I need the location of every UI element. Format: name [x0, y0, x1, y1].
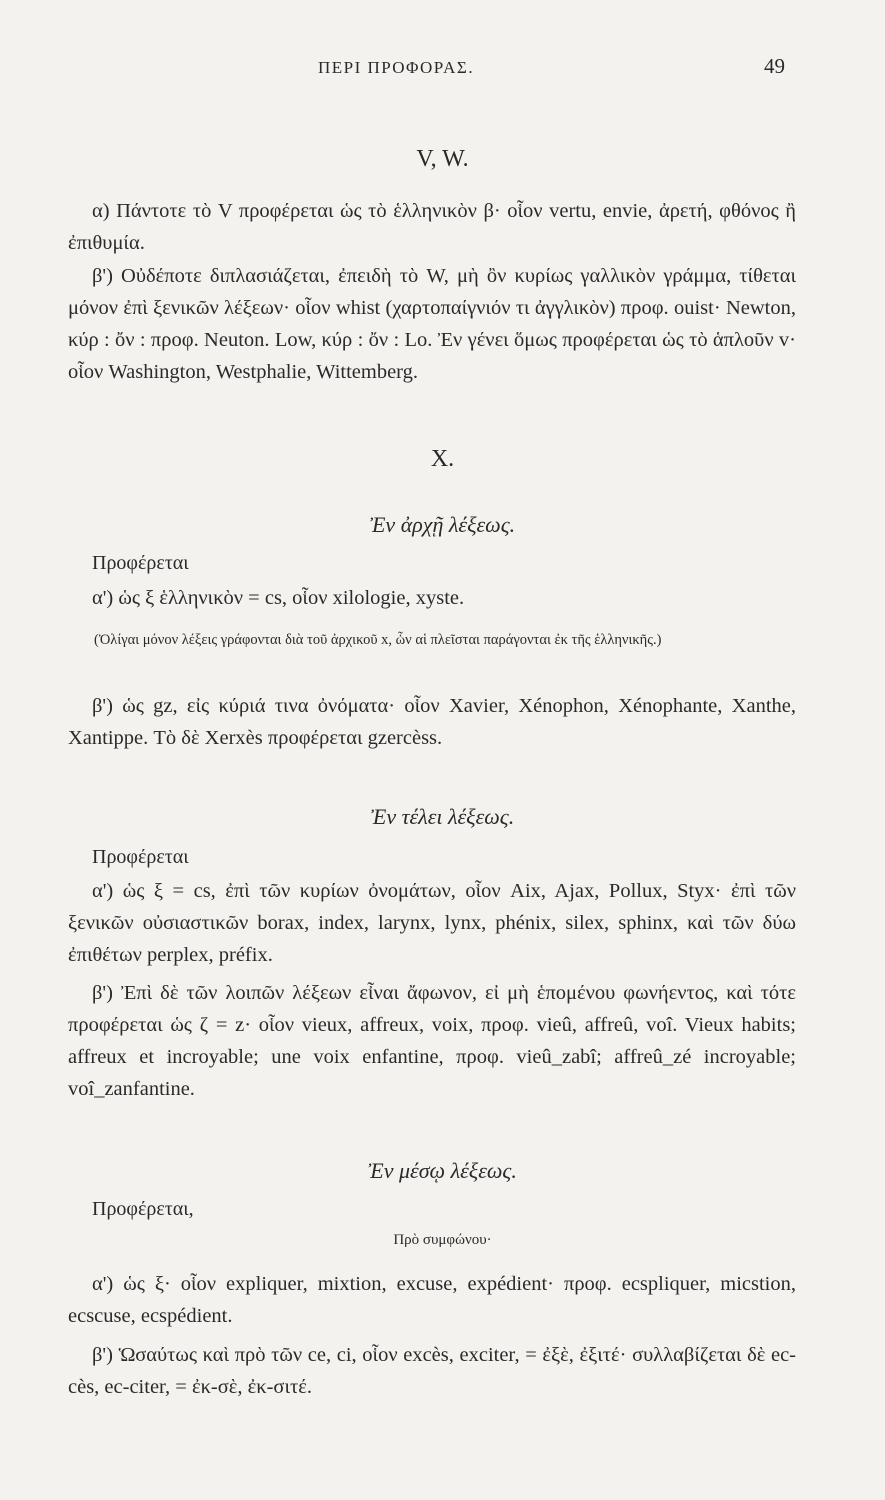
paragraph-x-final-b: β') Ἐπὶ δὲ τῶν λοιπῶν λέξεων εἶναι ἄφωνον, εἰ μὴ ἑπομένου φωνήεντος, καὶ τότε προφέρεται ὡς ζ = z· οἷον vieux, affreux, voix, προφ. vieû, affreû, voî. Vieux habits; affreux et incroyable; une voix enfantine, προφ. vieû_zabî; affreû_zé incroyable; voî_zanfantine. — [68, 982, 796, 1100]
subheading-initial: Ἐν ἀρχῇ λέξεως. — [369, 512, 516, 537]
note-x-initial: (Ὀλίγαι μόνον λέξεις γράφονται διὰ τοῦ ἀρχικοῦ x, ὧν αἱ πλεῖσται παράγονται ἐκ τῆς ἑλληνικῆς.) — [94, 632, 662, 648]
subheading-medial: Ἐν μέσῳ λέξεως. — [368, 1158, 517, 1183]
label-pronounced-initial: Προφέρεται — [92, 552, 189, 574]
section-title-vw: V, W. — [416, 146, 469, 172]
paragraph-x-final-a: α') ὡς ξ = cs, ἐπὶ τῶν κυρίων ὀνομάτων, οἷον Aix, Ajax, Pollux, Styx· ἐπὶ τῶν ξενικῶν οὐσιαστικῶν borax, index, larynx, lynx, phénix, silex, sphinx, καὶ τῶν δύω ἐπιθέτων perplex, préfix. — [68, 880, 796, 966]
running-title: ΠΕΡΙ ΠΡΟΦΟΡΑΣ. — [318, 58, 475, 77]
sublabel-before-consonant: Πρὸ συμφώνου· — [393, 1232, 492, 1248]
subheading-final: Ἐν τέλει λέξεως. — [370, 804, 515, 829]
paragraph-x-medial-b: β') Ὡσαύτως καὶ πρὸ τῶν ce, ci, οἷον excès, exciter, = ἐξὲ, ἐξιτέ· συλλαβίζεται δὲ ec-cès, ec-citer, = ἐκ-σὲ, ἐκ-σιτέ. — [68, 1344, 796, 1398]
paragraph-vw-a: α) Πάντοτε τὸ V προφέρεται ὡς τὸ ἑλληνικὸν β· οἷον vertu, envie, ἀρετή, φθόνος ἢ ἐπιθυμία. — [68, 200, 796, 254]
label-pronounced-final: Προφέρεται — [92, 846, 189, 868]
paragraph-x-medial-a: α') ὡς ξ· οἷον expliquer, mixtion, excuse, expédient· προφ. ecspliquer, micstion, ecscuse, ecspédient. — [68, 1273, 796, 1327]
paragraph-vw-b: β') Οὐδέποτε διπλασιάζεται, ἐπειδὴ τὸ W, μὴ ὂν κυρίως γαλλικὸν γράμμα, τίθεται μόνον ἐπὶ ξενικῶν λέξεων· οἷον whist (χαρτοπαίγνιόν τι ἀγγλικὸν) προφ. ouist· Newton, κύρ : ὄν : προφ. Neuton. Low, κύρ : ὄν : Lo. Ἐν γένει ὅμως προφέρεται ὡς τὸ ἁπλοῦν v· οἷον Washington, Westphalie, Wittemberg. — [68, 265, 796, 383]
label-pronounced-medial: Προφέρεται, — [92, 1198, 194, 1220]
page-number: 49 — [764, 54, 785, 78]
paragraph-x-initial-b: β') ὡς gz, εἰς κύριά τινα ὀνόματα· οἷον Xavier, Xénophon, Xénophante, Xanthe, Xantippe. Τὸ δὲ Xerxès προφέρεται gzercèss. — [68, 695, 796, 749]
page-header — [0, 54, 885, 88]
section-title-x: X. — [430, 446, 455, 472]
paragraph-x-initial-a: α') ὡς ξ ἑλληνικὸν = cs, οἷον xilologie, xyste. — [92, 587, 465, 609]
